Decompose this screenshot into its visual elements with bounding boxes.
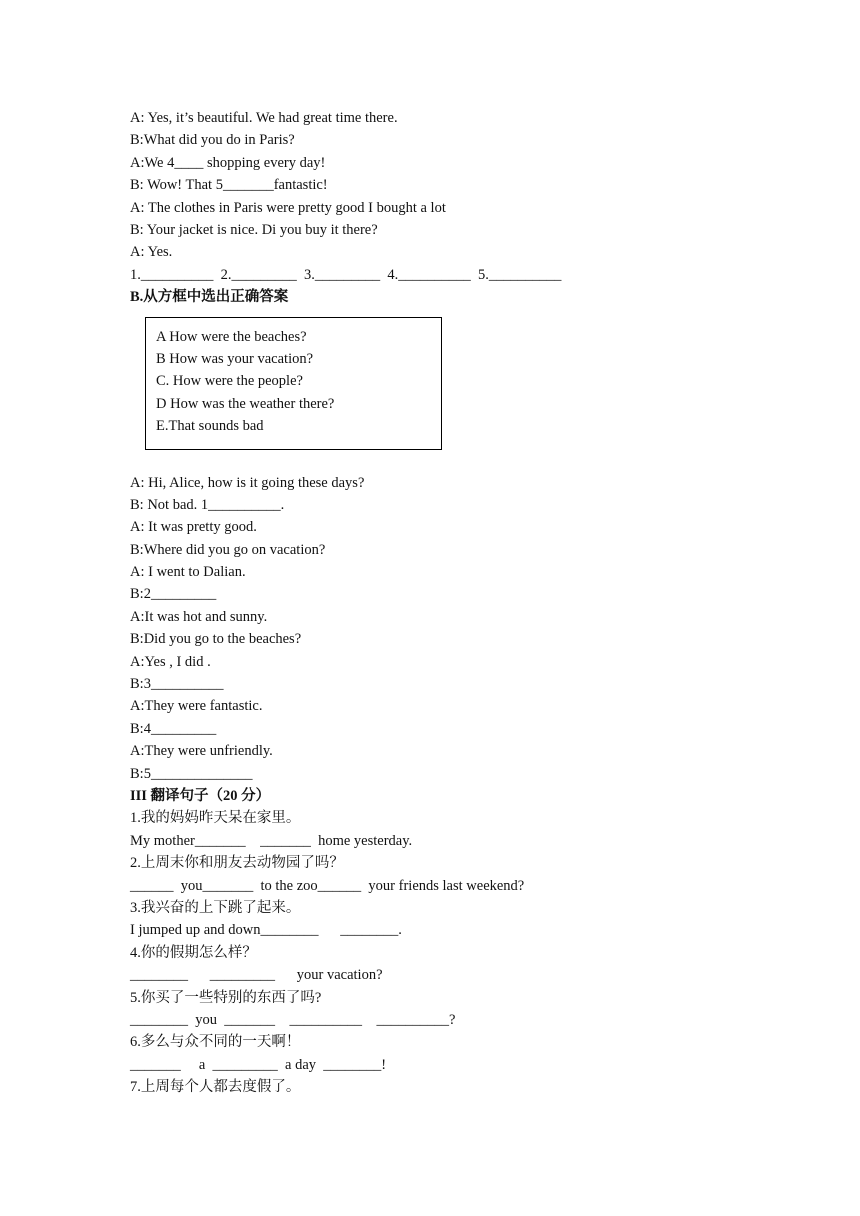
- dialogue-line: A: Yes, it’s beautiful. We had great time there.: [130, 110, 398, 126]
- chinese-prompt: 1.我的妈妈昨天呆在家里。: [130, 810, 301, 827]
- dialogue-line: B:2_________: [130, 586, 217, 603]
- dialogue-line: A:Yes , I did .: [130, 653, 211, 670]
- dialogue-line: B: Not bad. 1__________.: [130, 496, 285, 513]
- dialogue-line: A:It was hot and sunny.: [130, 608, 268, 625]
- option-item: C. How were the people?: [156, 373, 303, 390]
- section-c-heading: III 翻译句子（20 分）: [130, 787, 271, 804]
- chinese-prompt: 2.上周末你和朋友去动物园了吗？: [130, 855, 344, 872]
- dialogue-line: A:They were fantastic.: [130, 698, 263, 715]
- dialogue-line: B:3__________: [130, 676, 224, 693]
- english-blank-line: ________ you _______ __________ __________?: [130, 1011, 456, 1028]
- dialogue-line: A: It was pretty good.: [130, 519, 257, 536]
- chinese-prompt: 5.你买了一些特别的东西了吗?: [130, 989, 322, 1006]
- section-b-heading: B.从方框中选出正确答案: [130, 289, 289, 306]
- worksheet-page: [130, 107, 770, 1098]
- translation-exercises: [130, 807, 770, 1098]
- chinese-prompt: 4.你的假期怎么样？: [130, 944, 257, 961]
- chinese-prompt: 7.上周每个人都去度假了。: [130, 1079, 301, 1096]
- chinese-prompt: 6.多么与众不同的一天啊！: [130, 1034, 301, 1051]
- dialogue-line: B:What did you do in Paris?: [130, 132, 295, 149]
- dialogue-line: B:4_________: [130, 720, 217, 737]
- english-blank-line: _______ a _________ a day ________!: [130, 1056, 387, 1073]
- section-a-dialogue: [130, 107, 770, 286]
- dialogue-line: B: Your jacket is nice. Di you buy it there?: [130, 221, 378, 238]
- option-item: A How were the beaches?: [156, 328, 307, 345]
- dialogue-line: B:Did you go to the beaches?: [130, 631, 302, 648]
- dialogue-line: A: I went to Dalian.: [130, 564, 246, 581]
- dialogue-line: A: The clothes in Paris were pretty good I bought a lot: [130, 199, 446, 216]
- english-blank-line: I jumped up and down________ ________.: [130, 922, 402, 939]
- dialogue-line: A:They were unfriendly.: [130, 743, 273, 760]
- options-box: [145, 317, 442, 450]
- english-blank-line: ________ _________ your vacation?: [130, 967, 383, 984]
- english-blank-line: ______ you_______ to the zoo______ your friends last weekend?: [130, 877, 525, 894]
- option-item: B How was your vacation?: [156, 350, 314, 367]
- dialogue-line: B: Wow! That 5_______fantastic!: [130, 177, 328, 194]
- option-item: E.That sounds bad: [156, 418, 264, 435]
- english-blank-line: My mother_______ _______ home yesterday.: [130, 832, 413, 849]
- chinese-prompt: 3.我兴奋的上下跳了起来。: [130, 899, 301, 916]
- option-item: D How was the weather there?: [156, 395, 335, 412]
- dialogue-line: B:5______________: [130, 765, 253, 782]
- dialogue-line: A: Yes.: [130, 244, 173, 261]
- section-b-dialogue: [130, 472, 770, 785]
- dialogue-line: B:Where did you go on vacation?: [130, 541, 326, 558]
- dialogue-line: A:We 4____ shopping every day!: [130, 154, 326, 171]
- answer-blanks: 1.__________ 2._________ 3._________ 4.__________ 5.__________: [130, 266, 562, 283]
- dialogue-line: A: Hi, Alice, how is it going these days?: [130, 474, 365, 491]
